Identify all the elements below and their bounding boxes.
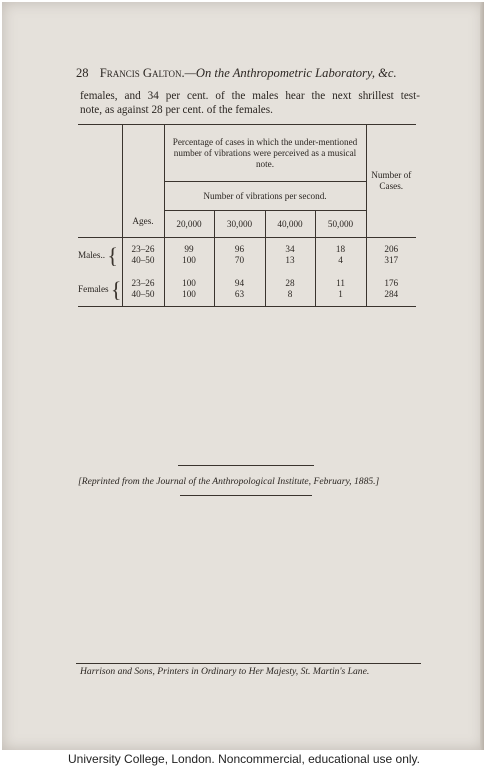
frequency-header: 30,000	[214, 211, 265, 238]
vibrations-caption: Number of vibrations per second.	[164, 182, 366, 211]
paragraph-line-2: note, as against 28 per cent. of the females.	[80, 104, 273, 116]
frequency-header: 20,000	[164, 211, 214, 238]
value-cell: 28 8	[265, 272, 315, 307]
divider	[180, 495, 312, 496]
paragraph-line-1: females, and 34 per cent. of the males hear the next shrillest test-	[80, 90, 420, 102]
percentage-caption: Percentage of cases in which the under-mentioned number of vibrations were perceived as a musical note.	[164, 125, 366, 182]
value-cell: 18 4	[315, 238, 366, 273]
frequency-header: 40,000	[265, 211, 315, 238]
divider	[178, 465, 314, 466]
hearing-test-table	[78, 124, 416, 307]
page-number: 28	[76, 66, 89, 80]
brace-icon: {	[110, 276, 122, 302]
sex-label: Males.. {	[78, 242, 118, 268]
table-row	[78, 238, 416, 273]
ages-header: Ages.	[122, 125, 164, 238]
body-paragraph	[80, 89, 420, 117]
reprint-note: [Reprinted from the Journal of the Anthropological Institute, February, 1885.]	[78, 476, 380, 487]
sex-header-cell	[78, 125, 122, 238]
cases-cell: 176 284	[366, 272, 416, 307]
age-cell: 23–26 40–50	[122, 272, 164, 307]
number-of-cases-header: Number of Cases.	[366, 125, 416, 238]
value-cell: 100 100	[164, 272, 214, 307]
printer-imprint: Harrison and Sons, Printers in Ordinary to Her Majesty, St. Martin's Lane.	[80, 666, 370, 677]
divider	[76, 663, 421, 664]
running-title: —On the Anthropometric Laboratory, &c.	[184, 66, 397, 80]
frequency-header: 50,000	[315, 211, 366, 238]
image-credit: University College, London. Noncommercial, educational use only.	[68, 752, 420, 766]
author-name: Francis Galton.	[99, 66, 185, 80]
running-header	[76, 66, 421, 81]
value-cell: 34 13	[265, 238, 315, 273]
sex-label: Females {	[78, 276, 122, 302]
page-edge	[480, 2, 484, 750]
age-cell: 23–26 40–50	[122, 238, 164, 273]
value-cell: 94 63	[214, 272, 265, 307]
value-cell: 99 100	[164, 238, 214, 273]
value-cell: 11 1	[315, 272, 366, 307]
value-cell: 96 70	[214, 238, 265, 273]
table-row	[78, 272, 416, 307]
cases-cell: 206 317	[366, 238, 416, 273]
brace-icon: {	[107, 242, 118, 268]
